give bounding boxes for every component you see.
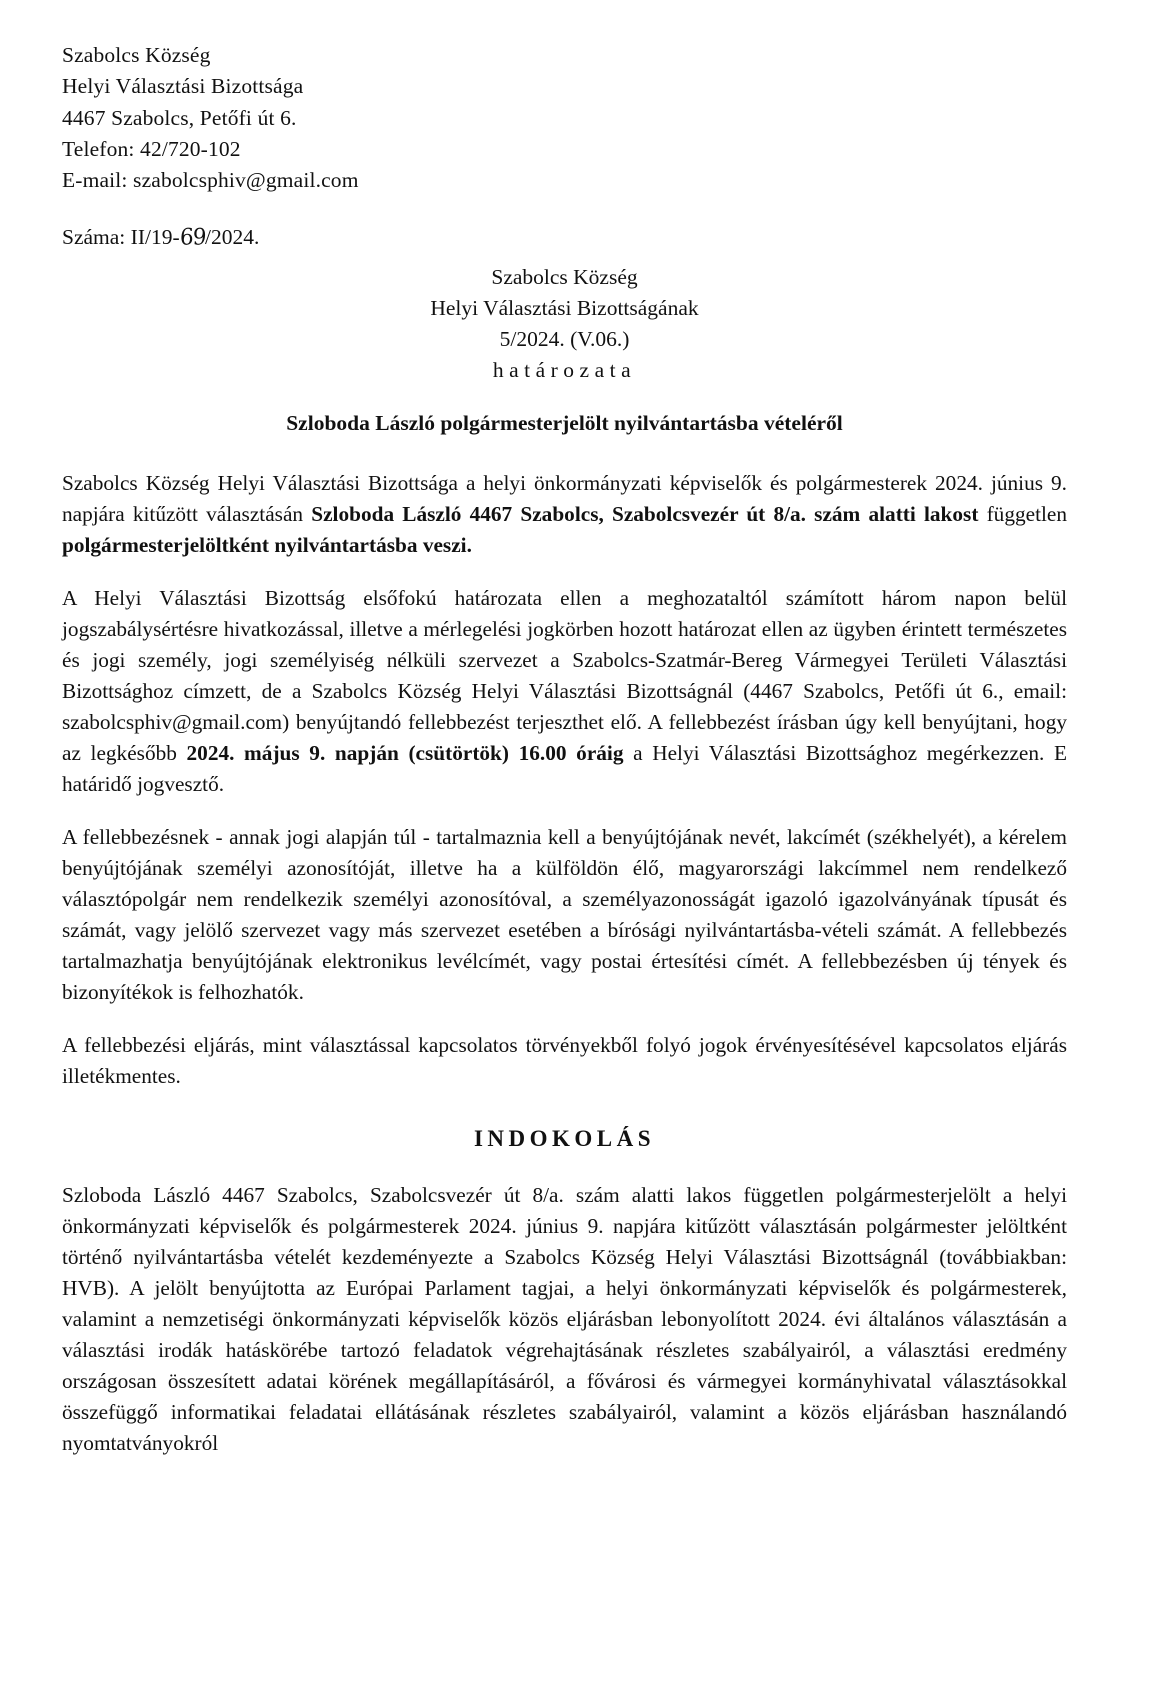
appeal-fees-paragraph: A fellebbezési eljárás, mint választással kapcsolatos törvényekből folyó jogok érvényesítésével kapcsolatos eljárás illetékmentes. bbox=[62, 1033, 1067, 1089]
letterhead-line-3: 4467 Szabolcs, Petőfi út 6. bbox=[62, 105, 297, 130]
appeal-requirements-paragraph: A fellebbezésnek - annak jogi alapján túl - tartalmaznia kell a benyújtójának nevét, lakcímét (székhelyét), a kérelem benyújtójának személyi azonosítóját, illetve ha a külföldön élő, magyarországi lakcímmel nem rendelkező választópolgár nem rendelkezik személyi azonosítóval, a személyazonosságát igazoló igazolványának típusát és számát, vagy jelölő szervezet vagy más szervezet esetében a bírósági nyilvántartásba-vételi számát. A fellebbezés tartalmazhatja benyújtójának elektronikus levélcímét, vagy postai értesítési címét. A fellebbezésben új tények és bizonyítékok is felhozhatók. bbox=[62, 825, 1067, 1005]
title-line-municipality: Szabolcs Község bbox=[491, 264, 638, 289]
file-number-suffix: /2024. bbox=[204, 225, 260, 250]
appeal-paragraph bbox=[62, 583, 1067, 800]
decision-title-block bbox=[62, 262, 1067, 387]
file-number-prefix: Száma: II/19- bbox=[62, 225, 180, 250]
letterhead-line-2: Helyi Választási Bizottsága bbox=[62, 74, 304, 99]
decision-text-part2: független bbox=[978, 502, 1068, 527]
title-line-number: 5/2024. (V.06.) bbox=[499, 326, 630, 351]
title-line-hatarozata: határozata bbox=[492, 358, 637, 383]
letterhead bbox=[62, 40, 1067, 196]
appeal-deadline-bold: 2024. május 9. napján (csütörtök) 16.00 óráig bbox=[186, 741, 624, 766]
reasoning-paragraph: Szloboda László 4467 Szabolcs, Szabolcsvezér út 8/a. szám alatti lakos független polgármesterjelölt a helyi önkormányzati képviselők és polgármesterek 2024. június 9. napjára kitűzött választásán polgármester jelöltként történő nyilvántartásba vételét kezdeményezte a Szabolcs Község Helyi Választási Bizottságnál (továbbiakban: HVB). A jelölt benyújtotta az Európai Parlament tagjai, a helyi önkormányzati képviselők és polgármesterek, valamint a nemzetiségi önkormányzati képviselők közös eljárásban lebonyolított 2024. évi általános választásán a választási irodák hatáskörébe tartozó feladatok végrehajtásának részletes szabályairól, a választási eredmény országosan összesített adatai körének megállapításáról, a fővárosi és vármegyei kormányhivatal választásokkal összefüggő informatikai feladatai ellátásának részletes szabályairól, valamint a közös eljárásban használandó nyomtatványokról bbox=[62, 1183, 1067, 1455]
decision-text-part1: Szabolcs Község Helyi Választási Bizottsága a helyi önkormányzati képviselők és polgármesterek 2024. június 9. napjára kitűzött választásán bbox=[62, 471, 1067, 527]
reasoning-heading: INDOKOLÁS bbox=[473, 1126, 656, 1152]
decision-paragraph bbox=[62, 468, 1067, 561]
file-number-handwritten-value: 69 bbox=[178, 224, 206, 252]
appeal-text-part1: A Helyi Választási Bizottság elsőfokú határozata ellen a meghozataltól számított három napon belül jogszabálysértésre hivatkozással, illetve a mérlegelési jogkörben hozott határozat ellen az ügyben érintett természetes és jogi személy, jogi személyiség nélküli szervezet a Szabolcs-Szatmár-Bereg Vármegyei Területi Választási Bizottsághoz címzett, de a Szabolcs Község Helyi Választási Bizottságnál (4467 Szabolcs, Petőfi út 6., email: szabolcsphiv@gmail.com) benyújtandó fellebbezést terjeszthet elő. A fellebbezést írásban úgy kell benyújtani, hogy az legkésőbb bbox=[62, 586, 1067, 766]
appeal-text-part2: a Helyi Választási Bizottsághoz megérkezzen. E határidő jogvesztő. bbox=[62, 741, 1067, 797]
title-line-committee: Helyi Választási Bizottságának bbox=[430, 295, 699, 320]
file-number bbox=[62, 222, 259, 253]
decision-candidate-bold: Szloboda László 4467 Szabolcs, Szabolcsvezér út 8/a. szám alatti lakost bbox=[311, 502, 979, 527]
letterhead-line-4: Telefon: 42/720-102 bbox=[62, 136, 241, 161]
decision-subject: Szloboda László polgármesterjelölt nyilvántartásba vételéről bbox=[286, 411, 843, 436]
decision-registration-bold: polgármesterjelöltként nyilvántartásba veszi. bbox=[62, 533, 472, 558]
letterhead-line-1: Szabolcs Község bbox=[62, 43, 211, 67]
letterhead-line-5: E-mail: szabolcsphiv@gmail.com bbox=[62, 168, 359, 193]
